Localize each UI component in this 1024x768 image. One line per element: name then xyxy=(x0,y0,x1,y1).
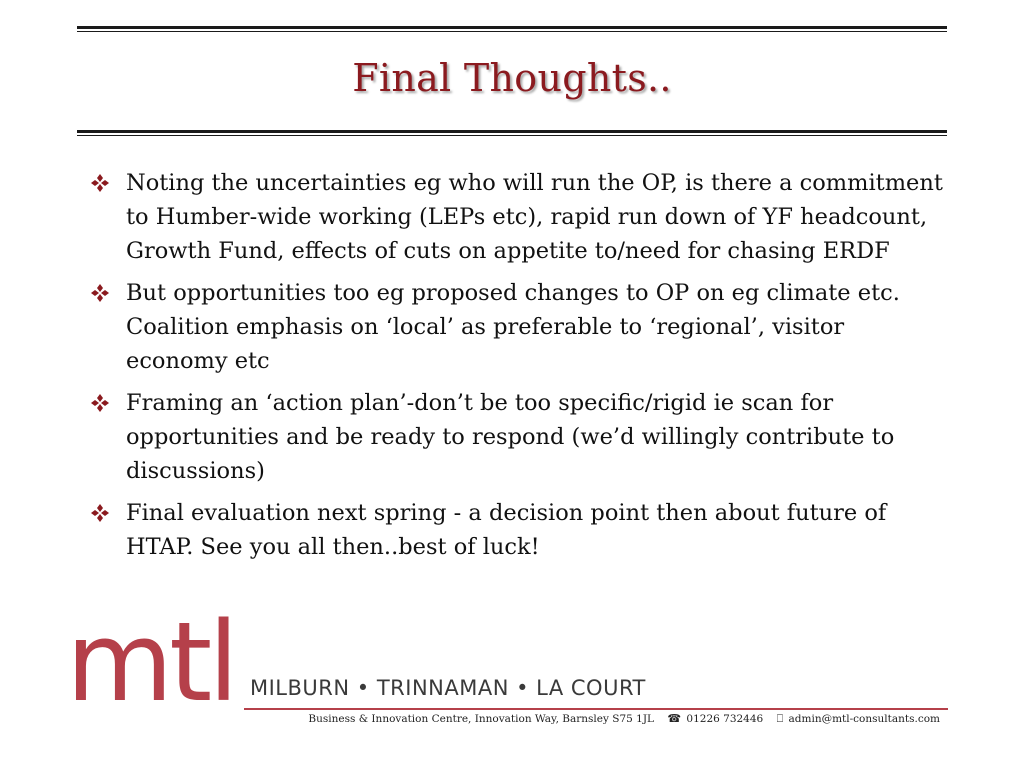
company-name: MILBURN • TRINNAMAN • LA COURT xyxy=(250,676,646,700)
diamond-bullet-icon xyxy=(88,496,112,530)
footer-address: Business & Innovation Centre, Innovation Way, Barnsley S75 1JL xyxy=(308,713,655,725)
bullet-item xyxy=(88,386,948,488)
top-double-rule xyxy=(77,26,947,32)
bullet-text: Final evaluation next spring - a decision point then about future of HTAP. See you all then..best of luck! xyxy=(126,500,887,560)
logo-mark: mtl xyxy=(66,598,235,726)
bullet-list xyxy=(88,166,948,572)
bullet-item xyxy=(88,496,948,564)
bullet-item xyxy=(88,276,948,378)
bullet-text: Noting the uncertainties eg who will run the OP, is there a commitment to Humber-wide working (LEPs etc), rapid run down of YF headcount, Growth Fund, effects of cuts on appetite to/need for chasing ERDF xyxy=(126,170,943,264)
slide-title: Final Thoughts.. xyxy=(352,56,672,100)
diamond-bullet-icon xyxy=(88,276,112,310)
diamond-bullet-icon xyxy=(88,386,112,420)
footer-email: admin@mtl-consultants.com xyxy=(788,713,940,725)
computer-icon: ⎕ xyxy=(776,712,784,725)
bullet-text: But opportunities too eg proposed changes to OP on eg climate etc. Coalition emphasis on ‘local’ as preferable to ‘regional’, visitor economy etc xyxy=(126,280,900,374)
footer-phone: 01226 732446 xyxy=(686,713,764,725)
phone-icon: ☎ xyxy=(667,712,682,725)
bullet-text: Framing an ‘action plan’-don’t be too specific/rigid ie scan for opportunities and be ready to respond (we’d willingly contribute to discussions) xyxy=(126,390,895,484)
footer-contact xyxy=(308,712,940,726)
diamond-bullet-icon xyxy=(88,166,112,200)
logo-underline xyxy=(244,708,948,710)
bullet-item xyxy=(88,166,948,268)
title-double-rule xyxy=(77,130,947,136)
